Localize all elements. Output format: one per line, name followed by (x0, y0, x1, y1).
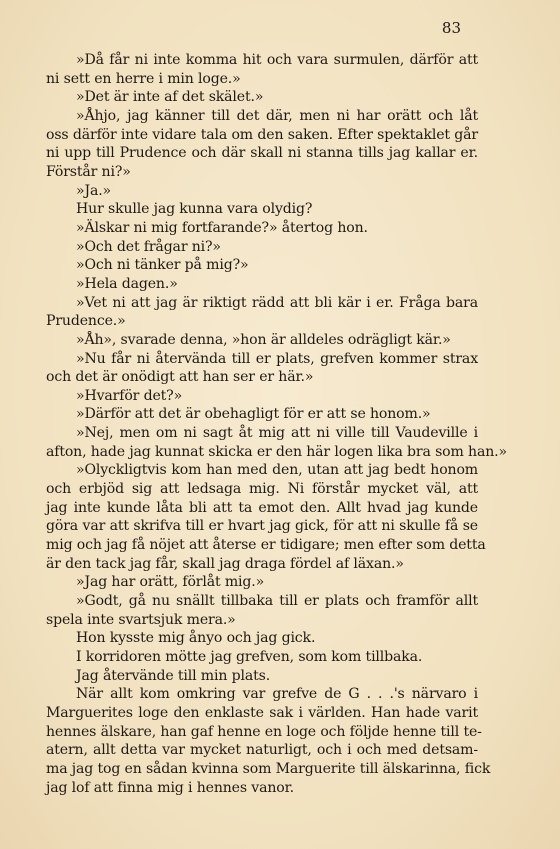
text-line: spela inte svartsjuk mera.» (46, 611, 236, 628)
text-line: »Då får ni inte komma hit och vara surmulen, därför att (76, 52, 478, 68)
text-line: göra var att skrifva till er hvart jag gick, för att ni skulle få se (46, 518, 478, 535)
text-line: »Därför att det är obehagligt för er att se honom.» (76, 406, 431, 423)
text-line: och erbjöd sig att ledsaga mig. Ni förstår mycket väl, att (46, 481, 478, 498)
text-line: »Det är inte af det skälet.» (76, 89, 264, 106)
text-line: »Jag har orätt, förlåt mig.» (76, 574, 265, 591)
text-line: Prudence.» (46, 313, 126, 330)
text-line: Marguerites loge den enklaste sak i världen. Han hade varit (46, 704, 478, 721)
page-number: 83 (441, 19, 461, 37)
text-line: oss därför inte vidare tala om den saken. Efter spektaklet går (46, 126, 478, 143)
text-line: atern, allt detta var mycket naturligt, och i och med detsam- (46, 742, 478, 759)
text-line: jag lof att finna mig i hennes vanor. (46, 779, 294, 796)
text-line: »Godt, gå nu snällt tillbaka till er plats och framför allt (76, 593, 478, 610)
text-line: och det är onödigt att han ser er här.» (46, 369, 314, 386)
text-line: hennes älskare, han gaf henne en loge och följde henne till te- (46, 723, 482, 740)
text-line: afton, hade jag kunnat skicka er den här logen lika bra som han.» (46, 443, 507, 460)
text-line: När allt kom omkring var grefve de G . . .'s närvaro i (76, 686, 478, 703)
text-line: Förstår ni?» (46, 163, 131, 180)
text-line: ni upp till Prudence och där skall ni stanna tills jag kallar er. (46, 145, 478, 162)
text-line: »Älskar ni mig fortfarande?» återtog hon. (76, 219, 368, 236)
text-line: är den tack jag får, skall jag draga fördel af läxan.» (46, 555, 404, 572)
text-line: ni sett en herre i min loge.» (46, 70, 241, 87)
text-line: »Och det frågar ni?» (76, 238, 221, 255)
text-line: mig och jag få nöjet att återse er tidigare; men efter som detta (46, 537, 486, 554)
text-line: Jag återvände till min plats. (76, 667, 271, 684)
text-line: »Åh», svarade denna, »hon är alldeles odrägligt kär.» (76, 331, 451, 348)
text-line: ma jag tog en sådan kvinna som Marguerite till älskarinna, fick (46, 760, 491, 777)
text-line: »Och ni tänker på mig?» (76, 257, 249, 274)
text-line: jag inte kunde låta bli att ta emot den. Allt hvad jag kunde (46, 499, 478, 516)
text-line: »Nej, men om ni sagt åt mig att ni ville till Vaudeville i (76, 425, 478, 442)
text-line: »Ja.» (76, 182, 112, 199)
body-text (46, 51, 507, 797)
text-line: I korridoren mötte jag grefven, som kom tillbaka. (76, 649, 423, 665)
text-line: »Hvarför det?» (76, 387, 183, 404)
text-line: »Hela dagen.» (76, 275, 178, 292)
text-line: »Olyckligtvis kom han med den, utan att jag bedt honom (76, 462, 478, 479)
text-line: »Vet ni att jag är riktigt rädd att bli kär i er. Fråga bara (76, 294, 478, 311)
text-line: Hon kysste mig ånyo och jag gick. (76, 630, 316, 647)
text-line: Hur skulle jag kunna vara olydig? (76, 201, 313, 218)
text-line: »Nu får ni återvända till er plats, grefven kommer strax (76, 350, 478, 367)
text-line: »Åhjo, jag känner till det där, men ni har orätt och låt (76, 107, 478, 124)
